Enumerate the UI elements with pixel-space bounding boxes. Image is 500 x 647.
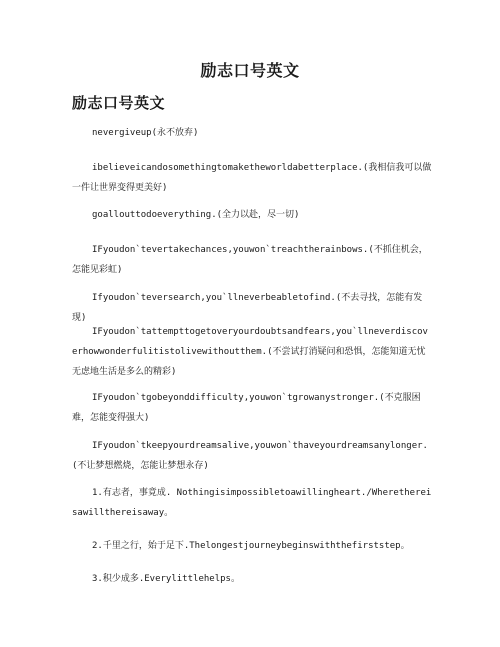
paragraph-4: IFyoudon`tevertakechances,youwon`treachtherainbows.(不抓住机会，怎能见彩虹): [72, 245, 428, 275]
paragraph-3: goallouttodoeverything.(全力以赴，尽一切): [92, 210, 300, 220]
document-subtitle: 励志口号英文: [72, 94, 166, 112]
paragraph-8: IFyoudon`tkeepyourdreamsalive,youwon`thaveyourdreamsanylonger.(不让梦想燃烧，怎能让梦想永存): [72, 441, 428, 471]
paragraph-9: 1.有志者，事竟成. Nothingisimpossibletoawillingheart./Wherethereisawillthereisaway。: [72, 488, 432, 518]
document-title: 励志口号英文: [200, 61, 300, 80]
paragraph-1: nevergiveup(永不放弃): [92, 128, 199, 138]
paragraph-6: IFyoudon`tattempttogetoveryourdoubtsandfears,you`llneverdiscoverhowwonderfulitistolivewithoutthem.(不尝试打消疑问和恐惧，怎能知道无忧无虑地生活是多么的精彩): [72, 327, 428, 377]
paragraph-5: Ifyoudon`teversearch,you`llneverbeabletofind.(不去寻找，怎能有发现): [72, 293, 423, 323]
paragraph-7: IFyoudon`tgobeyonddifficulty,youwon`tgrowanystronger.(不克服困难，怎能变得强大): [72, 393, 421, 423]
paragraph-10: 2.千里之行，始于足下.Thelongestjourneybeginswiththefirststep。: [92, 541, 410, 551]
paragraph-2: ibelieveicandosomethingtomaketheworldabetterplace.(我相信我可以做一件让世界变得更美好): [72, 163, 432, 193]
paragraph-11: 3.积少成多.Everylittlehelps。: [92, 574, 240, 584]
